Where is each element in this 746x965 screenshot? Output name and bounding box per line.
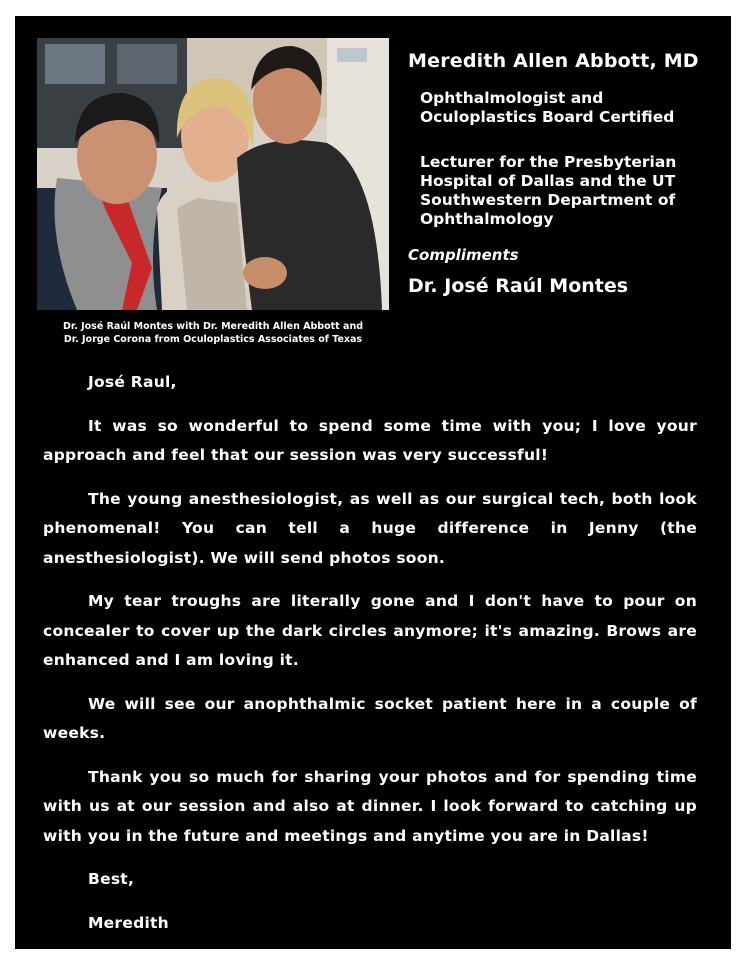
caption-line: Dr. José Raúl Montes with Dr. Meredith Allen Abbott and	[62, 321, 364, 332]
doctor-name: Meredith Allen Abbott, MD	[408, 50, 699, 72]
photo-caption	[37, 320, 389, 346]
letter-body	[43, 368, 697, 952]
credential-line: Lecturer for the Presbyterian	[420, 153, 677, 171]
compliments-label: Compliments	[408, 246, 519, 264]
caption-line: Dr. Jorge Corona from Oculoplastics Associates of Texas	[63, 334, 363, 345]
credential-line: Ophthalmologist and	[420, 89, 604, 107]
group-photo	[37, 38, 389, 310]
closing: Best,	[88, 870, 135, 888]
letter-paragraph: We will see our anophthalmic socket patient here in a couple of weeks.	[43, 694, 697, 742]
letter-paragraph: The young anesthesiologist, as well as our surgical tech, both look phenomenal! You can tell a huge difference in Jenny (the anesthesiologist). We will send photos soon.	[43, 489, 697, 567]
letter-paragraph: It was so wonderful to spend some time with you; I love your approach and feel that our session was very successful!	[43, 416, 697, 464]
credential-line: Ophthalmology	[420, 210, 554, 228]
credential-lecturer	[420, 153, 720, 229]
credential-board	[420, 89, 720, 127]
credential-line: Oculoplastics Board Certified	[420, 108, 675, 126]
signature: Meredith	[88, 913, 169, 932]
letter-paragraph: Thank you so much for sharing your photos and for spending time with us at our session and also at dinner. I look forward to catching up with you in the future and meetings and anytime you are in Dallas!	[43, 767, 697, 845]
letter-paragraph: My tear troughs are literally gone and I don't have to pour on concealer to cover up the dark circles anymore; it's amazing. Brows are enhanced and I am loving it.	[43, 592, 697, 669]
letter-page	[15, 16, 731, 949]
credential-line: Southwestern Department of	[420, 191, 676, 209]
salutation: José Raul,	[88, 373, 177, 391]
recipient-name: Dr. José Raúl Montes	[408, 275, 629, 297]
credential-line: Hospital of Dallas and the UT	[420, 172, 676, 190]
